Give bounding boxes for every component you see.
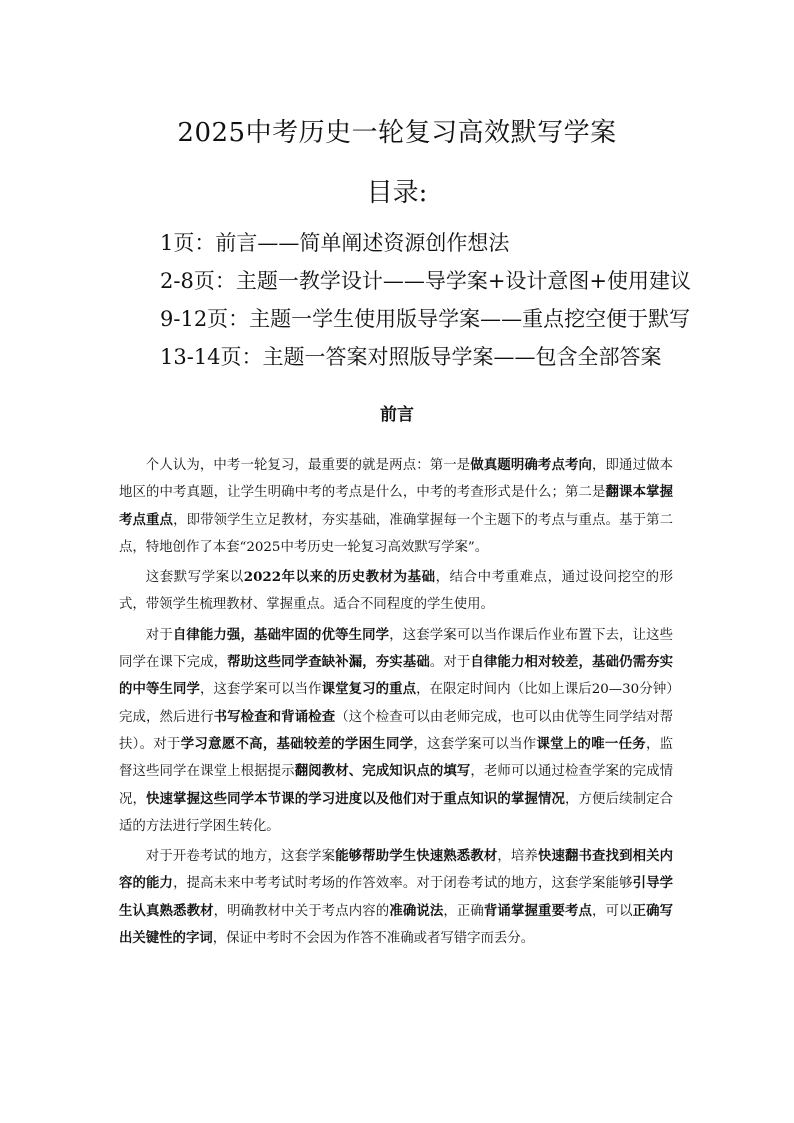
text-run: ，结合中考重难点，通过设问挖空的形式，带领学生梳理教材、掌握重点。适合不同程度的学生使用。 bbox=[119, 570, 673, 613]
text-run: ，方便后续制定合适的方法进行学困生转化。 bbox=[119, 791, 674, 834]
text-run: ，提高未来中考考试时考场的作答效率。对于闭卷考试的地方，这套学案能够 bbox=[173, 876, 633, 892]
emphasis-text: 翻阅教材、完成知识点的填写 bbox=[294, 763, 471, 780]
text-run: 这套默写学案以 bbox=[145, 570, 244, 586]
document-title: 2025中考历史一轮复习高效默写学案 bbox=[177, 118, 617, 148]
text-run: ，可以 bbox=[592, 903, 633, 919]
emphasis-text: 能够帮助学生快速熟悉教材 bbox=[335, 848, 498, 865]
toc-item: 1页：前言——简单阐述资源创作想法 bbox=[160, 231, 510, 255]
emphasis-text: 帮助这些同学查缺补漏，夯实基础 bbox=[227, 654, 430, 671]
text-run: ，这套学案可以当作课后作业布置下去，让这些同学在课下完成， bbox=[119, 627, 674, 671]
emphasis-text: 学习意愿不高，基础较差的学困生同学 bbox=[180, 735, 414, 752]
text-run: ，老师可以通过检查学案的完成情况， bbox=[119, 764, 674, 807]
paragraph bbox=[119, 622, 673, 840]
emphasis-text: 快速翻书查找到相关内容的能力 bbox=[119, 848, 674, 892]
emphasis-text: 课堂复习的重点 bbox=[321, 681, 417, 698]
toc-item: 13-14页：主题一答案对照版导学案——包含全部答案 bbox=[160, 345, 662, 369]
paragraph bbox=[119, 843, 673, 952]
text-run: ，监督这些同学在课堂上根据提示 bbox=[119, 736, 674, 780]
table-of-contents bbox=[160, 224, 691, 376]
emphasis-text: 引导学生认真熟悉教材 bbox=[119, 875, 673, 919]
text-run: 对于开卷考试的地方，这套学案 bbox=[145, 849, 336, 865]
emphasis-text: 做真题明确考点考向 bbox=[470, 457, 593, 473]
toc-item: 9-12页：主题一学生使用版导学案——重点挖空便于默写 bbox=[160, 307, 691, 331]
preface-body bbox=[119, 452, 673, 955]
emphasis-text: 背诵掌握重要考点 bbox=[483, 902, 593, 919]
text-run: ，培养 bbox=[497, 849, 538, 865]
toc-heading: 目录: bbox=[366, 178, 428, 208]
emphasis-text: 课堂上的唯一任务 bbox=[536, 735, 646, 752]
text-run: ，明确教材中关于考点内容的 bbox=[213, 903, 390, 919]
toc-item: 2-8页：主题一教学设计——导学案+设计意图+使用建议 bbox=[160, 269, 692, 293]
emphasis-text: 自律能力相对较差，基础仍需夯实的中等生同学 bbox=[119, 654, 674, 698]
section-heading-preface: 前言 bbox=[380, 405, 414, 425]
emphasis-text: 快速掌握这些同学本节课的学习进度以及他们对于重点知识的掌握情况 bbox=[146, 790, 566, 807]
text-run: （这个检查可以由老师完成，也可以由优等生同学结对帮扶）。对于 bbox=[119, 709, 674, 752]
text-run: ，保证中考时不会因为作答不准确或者写错字而丢分。 bbox=[212, 931, 535, 947]
text-run: ，正确 bbox=[443, 903, 484, 919]
emphasis-text: 正确写出关键性的字词 bbox=[119, 902, 674, 947]
text-run: ，这套学案可以当作 bbox=[413, 736, 537, 752]
emphasis-text: 书写检查和背诵检查 bbox=[213, 708, 336, 725]
emphasis-text: 2022年以来的历史教材为基础 bbox=[243, 569, 436, 586]
text-run: ，在限定时间内（比如上课后20—30分钟）完成，然后进行 bbox=[119, 682, 674, 725]
text-run: 。对于 bbox=[429, 655, 471, 671]
text-run: ，即通过做本地区的中考真题，让学生明确中考的考点是什么，中考的考查形式是什么；第二是 bbox=[119, 458, 674, 501]
emphasis-text: 翻课本掌握考点重点 bbox=[119, 484, 673, 528]
text-run: ，即带领学生立足教材，夯实基础，准确掌握每一个主题下的考点与重点。基于第二点，特地创作了本套“2025中考历史一轮复习高效默写学案”。 bbox=[119, 512, 673, 555]
text-run: ，这套学案可以当作 bbox=[200, 682, 322, 698]
paragraph bbox=[119, 452, 673, 561]
emphasis-text: 自律能力强，基础牢固的优等生同学 bbox=[172, 626, 390, 643]
text-run: 个人认为，中考一轮复习，最重要的就是两点：第一是 bbox=[145, 458, 471, 473]
emphasis-text: 准确说法 bbox=[389, 902, 444, 919]
paragraph bbox=[119, 564, 673, 619]
text-run: 对于 bbox=[145, 627, 173, 643]
